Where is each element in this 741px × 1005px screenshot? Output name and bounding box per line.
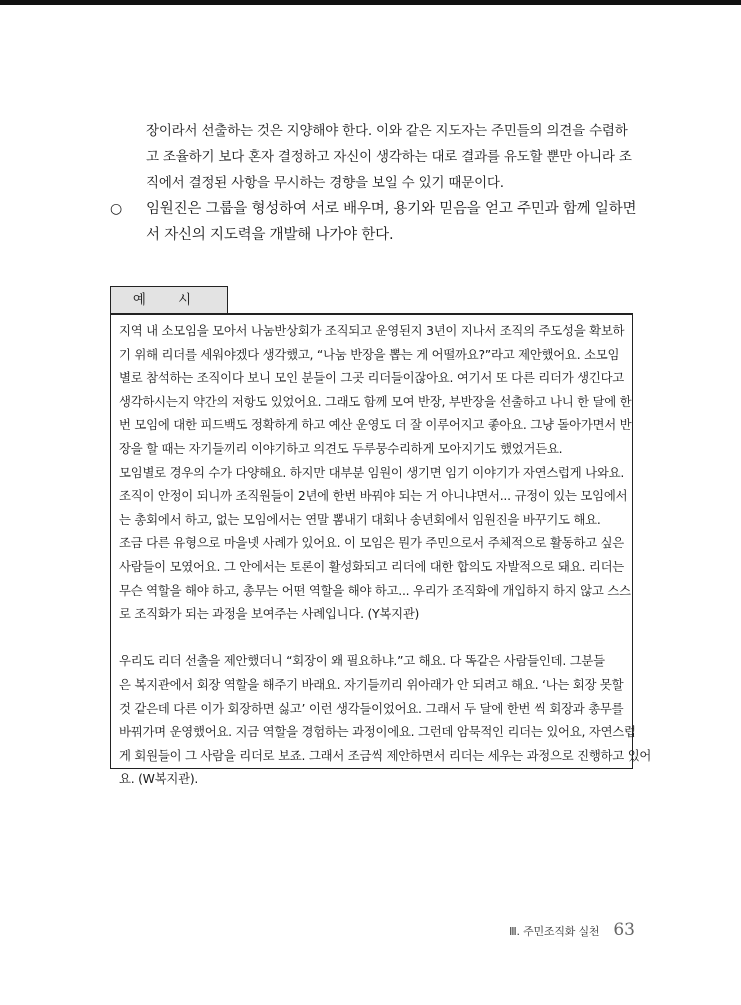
example-line: 기 위해 리더를 세워야겠다 생각했고, “나눔 반장을 뽑는 게 어떨까요?”라고 제안했어요. 소모임 bbox=[119, 346, 620, 362]
paragraph-line: 직에서 결정된 사항을 무시하는 경향을 보일 수 있기 때문이다. bbox=[146, 175, 504, 191]
bullet-paragraph bbox=[110, 196, 640, 248]
example-line: 무슨 역할을 해야 하고, 총무는 어떤 역할을 해야 하고... 우리가 조직화에 개입하지 하지 않고 스스 bbox=[119, 582, 631, 598]
paragraph-line: 고 조율하기 보다 혼자 결정하고 자신이 생각하는 대로 결과를 유도할 뿐만 아니라 조 bbox=[146, 149, 632, 165]
example-line: 장을 할 때는 자기들끼리 이야기하고 의견도 두루뭉수리하게 모아지기도 했었거든요. bbox=[119, 440, 563, 456]
header-rule bbox=[0, 0, 741, 5]
page-number: 63 bbox=[613, 920, 635, 940]
example-line: 은 복지관에서 회장 역할을 해주기 바래요. 자기들끼리 위아래가 안 되려고 해요. ‘나는 회장 못할 bbox=[119, 676, 624, 692]
example-line: 우리도 리더 선출을 제안했더니 “회장이 왜 필요하냐.”고 해요. 다 똑같은 사람들인데. 그분들 bbox=[119, 653, 605, 669]
continuation-paragraph bbox=[146, 118, 640, 196]
paragraph-gap bbox=[119, 626, 624, 650]
body-text bbox=[110, 118, 640, 248]
example-line: 것 같은데 다른 이가 회장하면 싫고’ 이런 생각들이었어요. 그래서 두 달에 한번 씩 회장과 총무를 bbox=[119, 700, 624, 716]
example-line: 생각하시는지 약간의 저항도 있었어요. 그래도 함께 모여 반장, 부반장을 선출하고 나니 한 달에 한 bbox=[119, 393, 632, 409]
paragraph-line: 장이라서 선출하는 것은 지양해야 한다. 이와 같은 지도자는 주민들의 의견을 수렴하 bbox=[146, 123, 628, 139]
example-line: 는 총회에서 하고, 없는 모임에서는 연말 뽐내기 대회나 송년회에서 임원진을 바꾸기도 해요. bbox=[119, 511, 601, 527]
footer-section-title: Ⅲ. 주민조직화 실천 bbox=[509, 925, 600, 938]
example-box bbox=[110, 315, 652, 787]
circle-bullet-icon: ○ bbox=[110, 201, 123, 217]
example-line: 모임별로 경우의 수가 다양해요. 하지만 대부분 임원이 생기면 임기 이야기가 자연스럽게 나와요. bbox=[119, 464, 625, 480]
example-line: 게 회원들이 그 사람을 리더로 보죠. 그래서 조금씩 제안하면서 리더는 세우는 과정으로 진행하고 있어 bbox=[119, 747, 652, 763]
example-line: 조금 다른 유형으로 마을넷 사례가 있어요. 이 모임은 뭔가 주민으로서 주체적으로 활동하고 싶은 bbox=[119, 535, 625, 551]
page-footer bbox=[509, 920, 635, 940]
example-line: 별로 참석하는 조직이다 보니 모인 분들이 그곳 리더들이잖아요. 여기서 또 다른 리더가 생긴다고 bbox=[119, 370, 625, 386]
bullet-line: 서 자신의 지도력을 개발해 나가야 한다. bbox=[146, 227, 394, 243]
example-line: 로 조직화가 되는 과정을 보여주는 사례입니다. (Y복지관) bbox=[119, 606, 420, 622]
example-line: 지역 내 소모임을 모아서 나눔반상회가 조직되고 운영된지 3년이 지나서 조직의 주도성을 확보하 bbox=[119, 323, 625, 338]
example-label: 예 시 bbox=[110, 286, 228, 314]
example-line: 사람들이 모였어요. 그 안에서는 토론이 활성화되고 리더에 대한 합의도 자발적으로 돼요. 리더는 bbox=[119, 558, 625, 574]
example-line: 번 모임에 대한 피드백도 정확하게 하고 예산 운영도 더 잘 이루어지고 좋아요. 그냥 돌아가면서 반 bbox=[119, 417, 632, 433]
example-line: 요. (W복지관). bbox=[119, 771, 199, 787]
bullet-line: 임원진은 그룹을 형성하여 서로 배우며, 용기와 믿음을 얻고 주민과 함께 일하면 bbox=[146, 201, 637, 217]
example-line: 바꿔가며 운영했어요. 지금 역할을 경험하는 과정이에요. 그런데 암묵적인 리더는 있어요, 자연스럽 bbox=[119, 724, 636, 740]
example-line: 조직이 안정이 되니까 조직원들이 2년에 한번 바꿔야 되는 거 아니냐면서... 규정이 있는 모임에서 bbox=[119, 488, 628, 504]
